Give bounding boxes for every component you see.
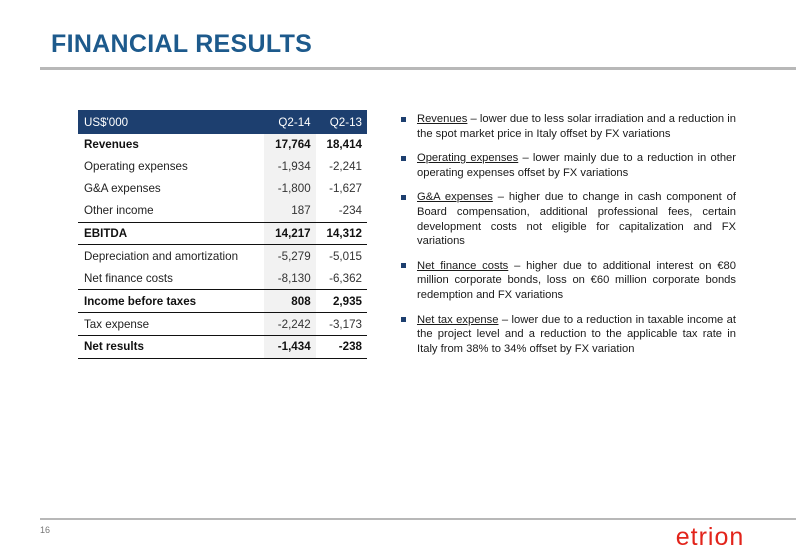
column-header-q2-14: Q2-14 [264, 110, 315, 134]
row-label: EBITDA [78, 222, 264, 245]
value-q2-13: -234 [338, 204, 362, 218]
row-label: Depreciation and amortization [78, 245, 264, 267]
value-q2-14: -1,434 [264, 336, 315, 359]
row-label: Other income [84, 204, 154, 218]
bullet-square-icon [401, 156, 406, 161]
column-header-unit: US$'000 [78, 110, 264, 134]
footer-divider [40, 518, 796, 520]
bullet-term: Net finance costs [417, 259, 509, 272]
value-q2-14: -8,130 [264, 267, 315, 289]
table-row-other-income [78, 200, 367, 222]
table-row-revenues [78, 134, 367, 156]
row-label: Revenues [84, 138, 139, 152]
bullet-square-icon [401, 117, 406, 122]
etrion-logo [657, 524, 763, 550]
row-label: Income before taxes [78, 290, 264, 313]
value-q2-14: 187 [264, 200, 315, 222]
table-row-ga-expenses [78, 178, 367, 200]
value-q2-14: -1,934 [264, 156, 315, 178]
list-item [400, 259, 736, 303]
value-q2-13: -2,241 [329, 160, 362, 174]
row-label: Net results [78, 336, 264, 359]
value-q2-14: 17,764 [264, 134, 315, 156]
bullet-term: Net tax expense [417, 313, 499, 326]
value-q2-13: -6,362 [329, 271, 362, 285]
value-q2-13: -3,173 [316, 313, 367, 336]
value-q2-14: -5,279 [264, 245, 315, 267]
value-q2-13: -5,015 [316, 245, 367, 267]
table-row-net-results [78, 336, 367, 359]
value-q2-14: -2,242 [264, 313, 315, 336]
bullet-text: – lower due to a reduction in taxable income at the project level and a reduction to the applicable tax rate in Italy from 38% to 34% offset by FX variation [417, 313, 736, 355]
value-q2-13: 14,312 [316, 222, 367, 245]
list-item [400, 190, 736, 248]
value-q2-13: -238 [316, 336, 367, 359]
title-divider [40, 67, 796, 70]
list-item [400, 112, 736, 141]
table-row-net-finance-costs [78, 267, 367, 289]
table-row-ebitda [78, 222, 367, 245]
commentary-list [400, 112, 736, 366]
list-item [400, 151, 736, 180]
bullet-square-icon [401, 317, 406, 322]
list-item [400, 313, 736, 357]
table-row-depreciation [78, 245, 367, 267]
bullet-term: G&A expenses [417, 191, 493, 204]
bullet-square-icon [401, 263, 406, 268]
column-header-q2-13: Q2-13 [316, 110, 367, 134]
bullet-text: – lower due to less solar irradiation and a reduction in the spot market price in Italy offset by FX variations [417, 113, 736, 140]
bullet-text: – lower mainly due to a reduction in other operating expenses offset by FX variations [417, 152, 736, 179]
logo-text: etrion [675, 524, 745, 550]
value-q2-13: 18,414 [326, 138, 362, 152]
value-q2-13: -1,627 [329, 182, 362, 196]
value-q2-14: 14,217 [264, 222, 315, 245]
table-header-row [78, 110, 367, 134]
bullet-text: – higher due to additional interest on €80 million corporate bonds, loss on €60 million corporate bonds redemption and FX variations [417, 259, 736, 301]
table-row-tax-expense [78, 313, 367, 336]
bullet-term: Revenues [417, 113, 468, 125]
table-row-income-before-taxes [78, 290, 367, 313]
page-number: 16 [40, 525, 51, 535]
bullet-square-icon [401, 195, 406, 200]
page-title: FINANCIAL RESULTS [51, 30, 313, 58]
financial-results-table [78, 110, 367, 359]
row-label: Operating expenses [84, 160, 188, 174]
row-label: Tax expense [78, 313, 264, 336]
value-q2-14: -1,800 [264, 178, 315, 200]
bullet-term: Operating expenses [417, 152, 519, 165]
row-label: Net finance costs [84, 271, 173, 285]
value-q2-14: 808 [264, 290, 315, 313]
table-row-operating-expenses [78, 156, 367, 178]
row-label: G&A expenses [84, 182, 161, 196]
bullet-text: – higher due to change in cash component of Board compensation, additional professional fees, certain development costs not eligible for capitalization and FX variations [417, 191, 736, 248]
value-q2-13: 2,935 [316, 290, 367, 313]
